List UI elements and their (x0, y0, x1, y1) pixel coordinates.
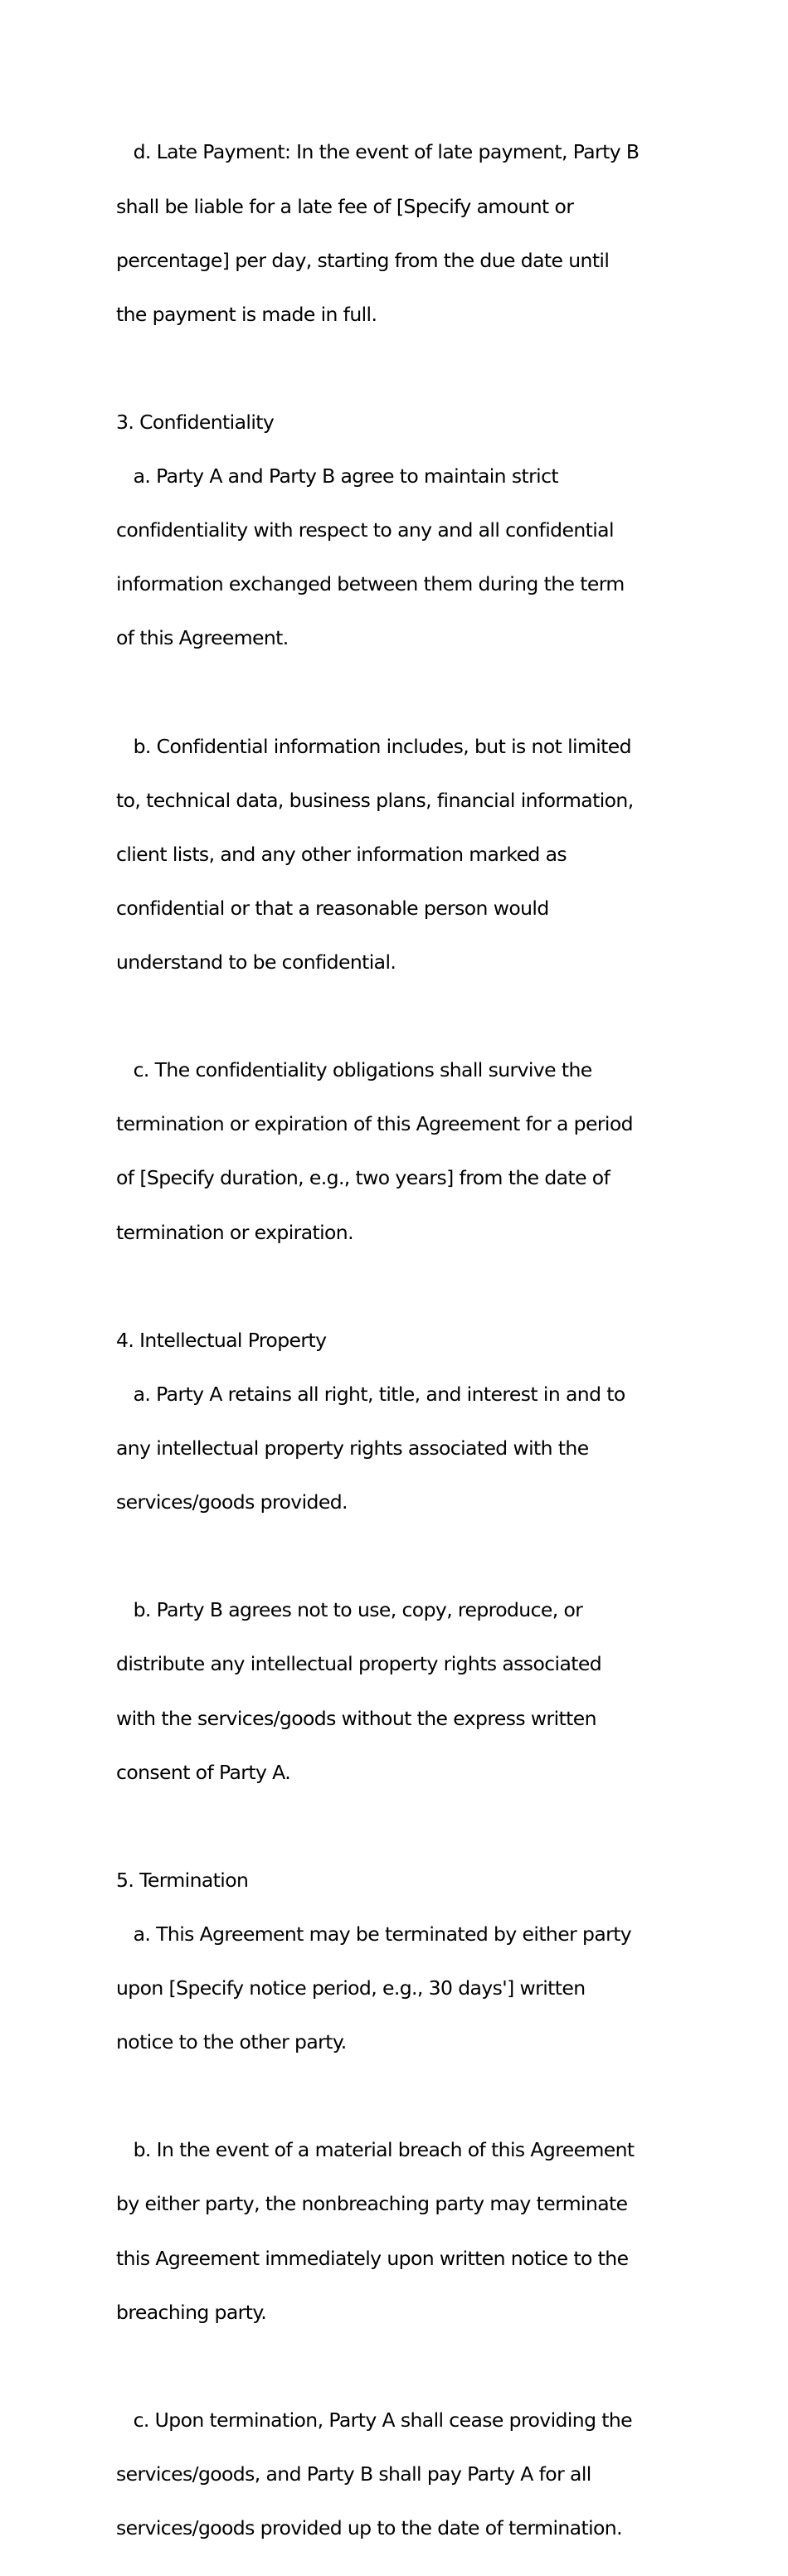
text-line: with the services/goods without the express written (116, 1706, 596, 1730)
text-line: a. Party A and Party B agree to maintain strict (116, 464, 559, 488)
text-line: any intellectual property rights associated with the (116, 1436, 589, 1460)
section-heading: 4. Intellectual Property (116, 1328, 327, 1352)
text-line: consent of Party A. (116, 1760, 291, 1784)
text-line: termination or expiration. (116, 1220, 353, 1244)
paragraph-spacer (116, 683, 680, 702)
text-line: upon [Specify notice period, e.g., 30 days'] written (116, 1976, 586, 2000)
section-termination (116, 1835, 680, 2088)
text-line: termination or expiration of this Agreement for a period (116, 1112, 633, 1136)
text-line: services/goods provided up to the date of termination. (116, 2516, 622, 2540)
text-line: the payment is made in full. (116, 302, 377, 326)
text-line: by either party, the nonbreaching party may terminate (116, 2192, 628, 2216)
section-intellectual-property (116, 1295, 680, 1548)
text-line: of this Agreement. (116, 626, 289, 650)
paragraph-spacer (116, 360, 680, 378)
text-line: of [Specify duration, e.g., two years] from the date of (116, 1166, 610, 1190)
paragraph-confidentiality-b (116, 702, 680, 1008)
paragraph-spacer (116, 2358, 680, 2376)
section-heading: 3. Confidentiality (116, 410, 275, 434)
paragraph-late-payment (116, 108, 680, 360)
paragraph-spacer (116, 1818, 680, 1836)
text-line: breaching party. (116, 2300, 267, 2324)
section-confidentiality (116, 378, 680, 684)
text-line: distribute any intellectual property rights associated (116, 1652, 602, 1676)
text-line: a. Party A retains all right, title, and interest in and to (116, 1382, 625, 1406)
section-heading: 5. Termination (116, 1868, 249, 1892)
text-line: percentage] per day, starting from the due date until (116, 248, 610, 272)
paragraph-termination-c (116, 2375, 680, 2574)
text-line: client lists, and any other information marked as (116, 842, 567, 866)
text-line: b. Party B agrees not to use, copy, reproduce, or (116, 1598, 583, 1622)
paragraph-spacer (116, 1278, 680, 1296)
text-line: confidential or that a reasonable person would (116, 896, 549, 920)
text-line: shall be liable for a late fee of [Specify amount or (116, 194, 574, 218)
text-line: to, technical data, business plans, financial information, (116, 788, 634, 812)
paragraph-spacer (116, 1548, 680, 1566)
text-line: c. The confidentiality obligations shall survive the (116, 1058, 592, 1082)
paragraph-termination-b (116, 2106, 680, 2358)
text-line: b. Confidential information includes, but is not limited (116, 734, 631, 758)
paragraph-confidentiality-c (116, 1026, 680, 1278)
text-line: this Agreement immediately upon written notice to the (116, 2246, 629, 2270)
text-line: services/goods provided. (116, 1490, 348, 1514)
paragraph-spacer (116, 1008, 680, 1026)
paragraph-spacer (116, 2088, 680, 2106)
text-line: information exchanged between them during the term (116, 572, 625, 596)
text-line: c. Upon termination, Party A shall cease providing the (116, 2408, 633, 2432)
text-line: d. Late Payment: In the event of late payment, Party B (116, 140, 640, 164)
document-page (116, 108, 680, 2574)
text-line: services/goods, and Party B shall pay Party A for all (116, 2462, 591, 2486)
paragraph-intellectual-property-b (116, 1566, 680, 1818)
text-line: a. This Agreement may be terminated by either party (116, 1922, 632, 1946)
text-line: understand to be confidential. (116, 950, 396, 975)
text-line: confidentiality with respect to any and all confidential (116, 518, 614, 542)
text-line: b. In the event of a material breach of this Agreement (116, 2138, 635, 2162)
text-line: notice to the other party. (116, 2030, 347, 2054)
